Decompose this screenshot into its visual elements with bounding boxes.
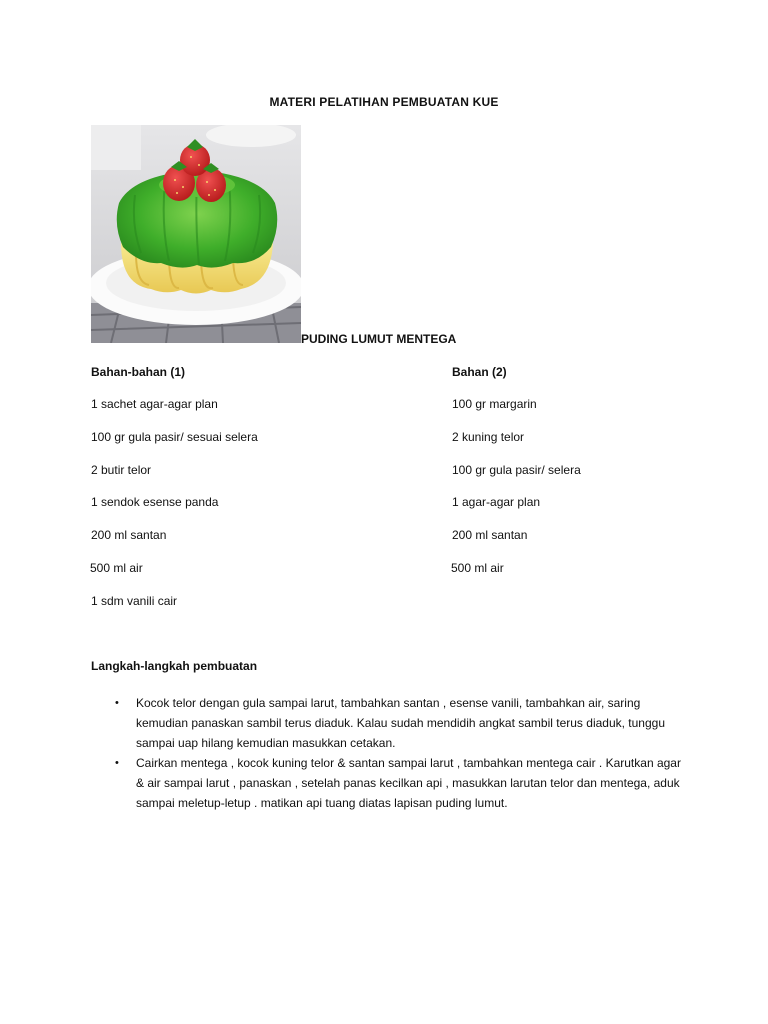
steps-heading: Langkah-langkah pembuatan	[91, 659, 258, 673]
step-item	[115, 693, 685, 753]
ingredient-item: 1 agar-agar plan	[452, 495, 541, 510]
ingredients-2-heading: Bahan (2)	[452, 365, 507, 379]
ingredient-item: 1 sendok esense panda	[91, 495, 219, 510]
ingredient-item: 100 gr gula pasir/ selera	[452, 462, 581, 477]
ingredients-list-2	[452, 365, 712, 594]
ingredient-item: 500 ml air	[90, 560, 143, 575]
ingredient-item: 2 kuning telor	[452, 429, 525, 444]
ingredients-list-1	[91, 365, 431, 627]
ingredient-item: 200 ml santan	[91, 528, 167, 543]
ingredient-item: 500 ml air	[451, 560, 504, 575]
ingredient-item: 200 ml santan	[452, 528, 528, 543]
ingredient-item: 100 gr gula pasir/ sesuai selera	[91, 429, 258, 444]
ingredient-item: 2 butir telor	[91, 462, 152, 477]
step-item	[115, 753, 685, 813]
step-text: Cairkan mentega , kocok kuning telor & santan sampai larut , tambahkan mentega cair . Karutkan agar & air sampai larut , panaskan , setelah panas kecilkan api , masukkan larutan telor dan mentega, aduk sampai meletup-letup . matikan api tuang diatas lapisan puding lumut.	[136, 756, 681, 810]
ingredients-1-heading: Bahan-bahan (1)	[91, 365, 186, 379]
bullet-icon: •	[115, 697, 119, 709]
document-title: MATERI PELATIHAN PEMBUATAN KUE	[269, 95, 499, 109]
ingredient-item: 1 sachet agar-agar plan	[91, 397, 218, 411]
bullet-icon: •	[115, 757, 119, 769]
pudding-illustration	[91, 125, 301, 343]
ingredient-item: 1 sdm vanili cair	[91, 593, 178, 608]
step-text: Kocok telor dengan gula sampai larut, tambahkan santan , esense vanili, tambahkan air, saring kemudian panaskan sambil terus diaduk. Kalau sudah mendidih angkat sambil terus diaduk, tunggu sampai uap hilang kemudian masukkan cetakan.	[136, 696, 665, 750]
recipe-title: PUDING LUMUT MENTEGA	[301, 332, 457, 346]
steps-list	[115, 693, 685, 813]
ingredient-item: 100 gr margarin	[452, 397, 537, 411]
pudding-photo	[91, 125, 301, 343]
